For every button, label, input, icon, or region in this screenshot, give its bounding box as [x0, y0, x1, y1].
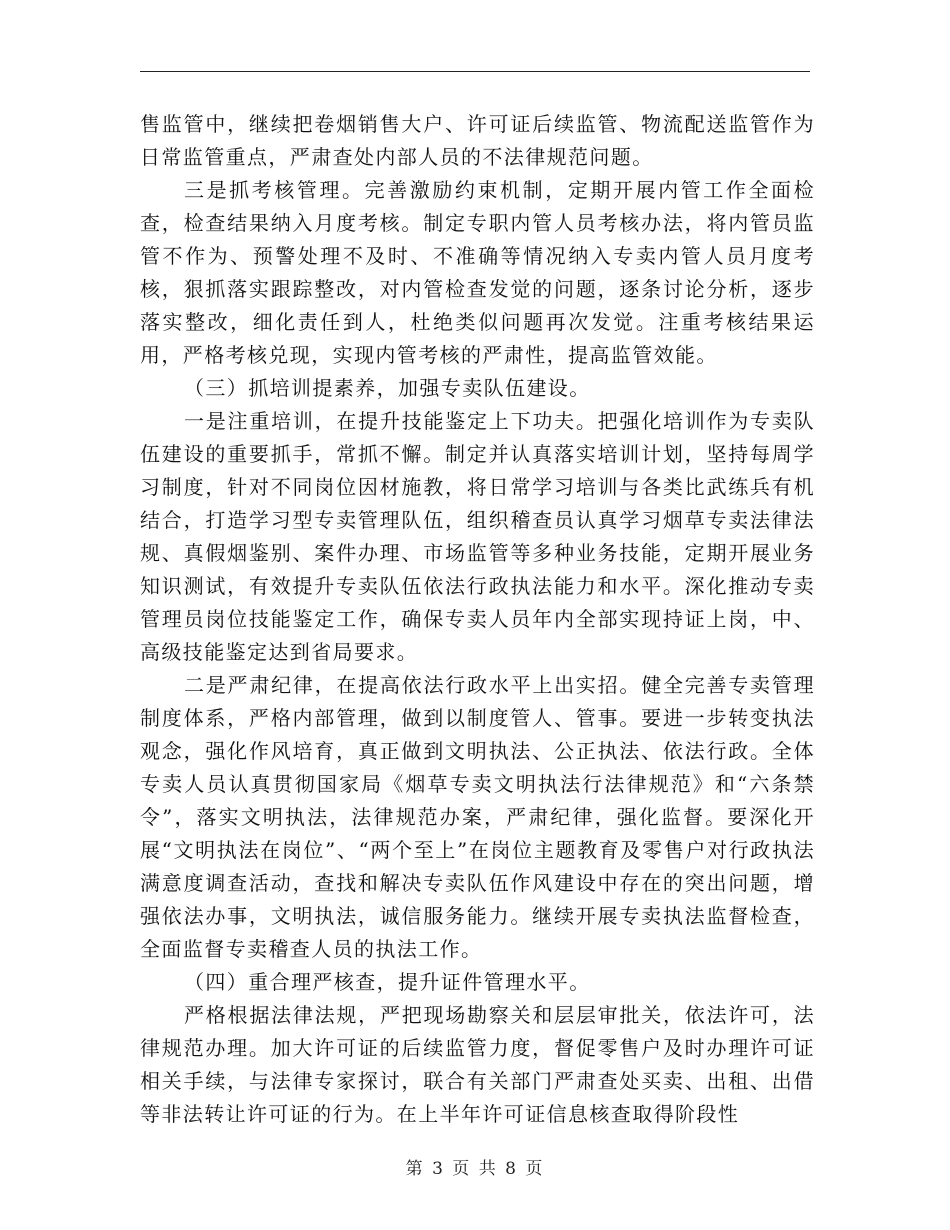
paragraph: 一是注重培训，在提升技能鉴定上下功夫。把强化培训作为专卖队伍建设的重要抓手，常抓不懈。制定并认真落实培训计划，坚持每周学习制度，针对不同岗位因材施教，将日常学习培训与各类比武练兵有机结合，打造学习型专卖管理队伍，组织稽查员认真学习烟草专卖法律法规、真假烟鉴别、案件办理、市场监管等多种业务技能，定期开展业务知识测试，有效提升专卖队伍依法行政执法能力和水平。深化推动专卖管理员岗位技能鉴定工作，确保专卖人员年内全部实现持证上岗，中、高级技能鉴定达到省局要求。: [140, 409, 815, 664]
paragraph: 售监管中，继续把卷烟销售大户、许可证后续监管、物流配送监管作为日常监管重点，严肃查处内部人员的不法律规范问题。: [140, 112, 815, 169]
paragraph: 严格根据法律法规，严把现场勘察关和层层审批关，依法许可，法律规范办理。加大许可证的后续监管力度，督促零售户及时办理许可证相关手续，与法律专家探讨，联合有关部门严肃查处买卖、出租、出借等非法转让许可证的行为。在上半年许可证信息核查取得阶段性: [140, 1003, 815, 1126]
page-number-footer: 第 3 页 共 8 页: [405, 1159, 545, 1179]
section-heading: （三）抓培训提素养，加强专卖队伍建设。: [184, 376, 591, 400]
header-rule: [140, 71, 810, 72]
section-heading: （四）重合理严核查，提升证件管理水平。: [184, 970, 591, 994]
document-body: [140, 108, 815, 1131]
paragraph: 二是严肃纪律，在提高依法行政水平上出实招。健全完善专卖管理制度体系，严格内部管理，做到以制度管人、管事。要进一步转变执法观念，强化作风培育，真正做到文明执法、公正执法、依法行政。全体专卖人员认真贯彻国家局《烟草专卖文明执法行法律规范》和“六条禁令”，落实文明执法，法律规范办案，严肃纪律，强化监督。要深化开展“文明执法在岗位”、“两个至上”在岗位主题教育及零售户对行政执法满意度调查活动，查找和解决专卖队伍作风建设中存在的突出问题，增强依法办事，文明执法，诚信服务能力。继续开展专卖执法监督检查，全面监督专卖稽查人员的执法工作。: [140, 673, 815, 961]
paragraph: 三是抓考核管理。完善激励约束机制，定期开展内管工作全面检查，检查结果纳入月度考核。制定专职内管人员考核办法，将内管员监管不作为、预警处理不及时、不准确等情况纳入专卖内管人员月度考核，狠抓落实跟踪整改，对内管检查发觉的问题，逐条讨论分析，逐步落实整改，细化责任到人，杜绝类似问题再次发觉。注重考核结果运用，严格考核兑现，实现内管考核的严肃性，提高监管效能。: [140, 178, 815, 367]
